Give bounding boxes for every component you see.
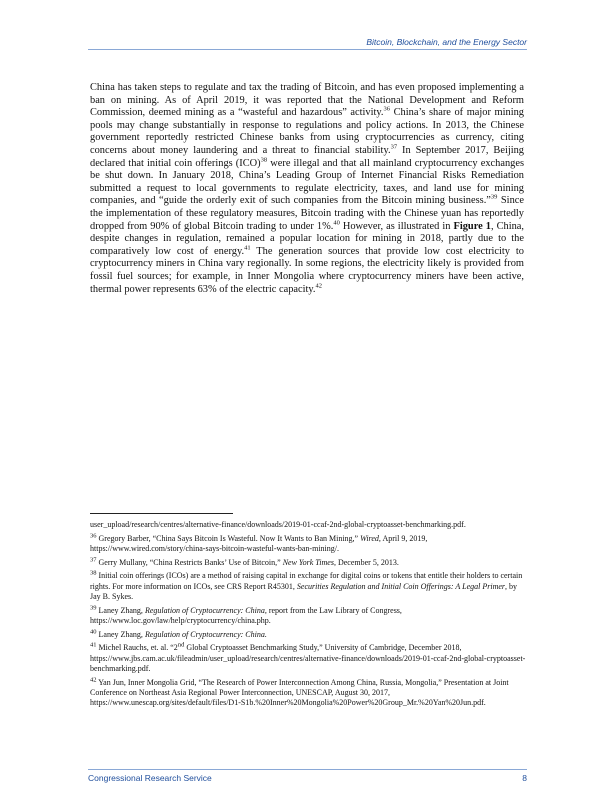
page-footer [88,769,527,783]
ordinal-suffix: nd [177,641,185,649]
footnote-text: Gregory Barber, “China Says Bitcoin Is Wasteful. Now It Wants to Ban Mining,” [96,533,361,543]
footnote-ref-42[interactable]: 42 [315,282,323,290]
footnote-41 [90,643,526,674]
footnote-italic: Regulation of Cryptocurrency: China. [144,629,267,639]
footnote-text: Laney Zhang, [96,629,145,639]
footnote-ref-41[interactable]: 41 [244,244,251,252]
footnote-number: 42 [90,675,97,683]
footnote-ref-36[interactable]: 36 [383,105,391,113]
figure-1-link[interactable]: Figure 1 [453,220,491,232]
footnote-separator [90,513,233,514]
footnote-ref-39[interactable]: 39 [490,193,498,201]
footnote-40 [90,627,526,640]
footnote-number: 37 [90,555,97,563]
footnote-ref-37[interactable]: 37 [390,143,398,151]
footnote-italic: Wired [360,533,379,543]
body-text-4: were illegal and that all mainland cryptocurrency exchanges be shut down. In January 2018, China’s Leading Group of Internet Financial Risks Remediation submitted a request to local governments to regulate electricity, taxes, and land use for mining companies, and “guide the orderly exit of such companies from the Bitcoin mining business.” [90,157,524,207]
footnote-37 [90,555,526,568]
footnote-text[interactable]: Yan Jun, Inner Mongolia Grid, “The Research of Power Interconnection Among China, Russia, Mongolia,” Presentation at Joint Conference on Northeast Asia Regional Power Interconnection, UNESCAP, August 30, 2017, https://www.unescap.org/sites/default/files/D1-S1b.%20Inner%20Mongolia%20Power%20Group_Mr.%20Yan%20Jun.pdf. [90,677,509,708]
footnote-text[interactable]: Global Cryptoasset Benchmarking Study,” University of Cambridge, December 2018, https://www.jbs.cam.ac.uk/fileadmin/user_upload/research/centres/alternative-finance/downloads/2019-01-ccaf-2nd-global-cryptoasset-benchmarking.pdf. [90,643,526,673]
footnote-39 [90,603,526,627]
footnote-text: Laney Zhang, [96,605,145,615]
footnote-text[interactable]: , April 9, 2019, https://www.wired.com/story/china-says-bitcoin-wasteful-wants-ban-mining/. [90,533,428,553]
footer-org: Congressional Research Service [88,773,212,783]
footnote-number: 40 [90,627,97,635]
footnote-text: Gerry Mullany, “China Restricts Banks’ Use of Bitcoin,” [96,557,283,567]
footnote-text: , by Jay B. Sykes. [90,581,518,601]
footnote-38 [90,571,526,602]
body-text-3: In September 2017, Beijing declared that initial coin offerings (ICO) [90,144,525,169]
footnote-text: Michel Rauchs, et. al. “2 [96,643,178,653]
footnote-italic: Securities Regulation and Initial Coin Offerings: A Legal Primer [296,581,506,591]
body-text-1: China has taken steps to regulate and tax the trading of Bitcoin, and has even proposed implementing a ban on mining. As of April 2019, it was reported that the National Development and Reform Commission, deemed mining as a “wasteful and hazardous” activity. [90,82,524,119]
body-text-5: Since the implementation of these regulatory measures, Bitcoin trading with the Chinese yuan has reportedly dropped from 90% of global Bitcoin trading to under 1%. [90,195,524,232]
footnote-number: 39 [90,603,97,611]
footnote-ref-40[interactable]: 40 [333,219,340,227]
body-text-6: However, as illustrated in [339,220,454,232]
footnote-number: 41 [90,641,97,649]
body-paragraph [90,82,524,296]
footnote-number: 38 [90,569,97,577]
footnote-ref-38[interactable]: 38 [260,156,268,164]
footnote-text: Initial coin offerings (ICOs) are a method of raising capital in exchange for digital coins or tokens that entitle their holders to certain rights. For more information on ICOs, see CRS Report R45301, [90,571,523,591]
footnote-italic: New York Times [282,557,334,567]
footnote-text: , December 5, 2013. [333,557,399,567]
page-number: 8 [522,773,527,783]
footnote-continued: user_upload/research/centres/alternative-finance/downloads/2019-01-ccaf-2nd-global-cryptoasset-benchmarking.pdf. [90,520,466,529]
footnote-italic: Regulation of Cryptocurrency: China [144,605,265,615]
footnote-number: 36 [90,531,97,539]
header-rule [88,49,527,50]
footnote-42 [90,675,526,709]
footnote-36 [90,531,526,555]
body-text-2: China’s share of major mining pools may change substantially in response to regulations and policy actions. In 2013, the Chinese government reportedly restricted Chinese banks from using cryptocurrencies as currency, citing concerns about money laundering and a threat to financial stability. [90,107,524,156]
footnotes-section [90,520,526,712]
body-text-8: The generation sources that provide low cost electricity to cryptocurrency miners in China vary regionally. In some regions, the electricity likely is provided from fossil fuel sources; for example, in Inner Mongolia where cryptocurrency miners have been active, thermal power represents 63% of the electric capacity. [90,245,524,295]
body-text-7: , China, despite changes in regulation, remained a popular location for mining in 2018, partly due to the comparatively low cost of energy. [90,220,524,257]
running-header: Bitcoin, Blockchain, and the Energy Sector [366,37,527,47]
footnote-text[interactable]: , report from the Law Library of Congress, https://www.loc.gov/law/help/cryptocurrency/china.php. [90,605,402,625]
